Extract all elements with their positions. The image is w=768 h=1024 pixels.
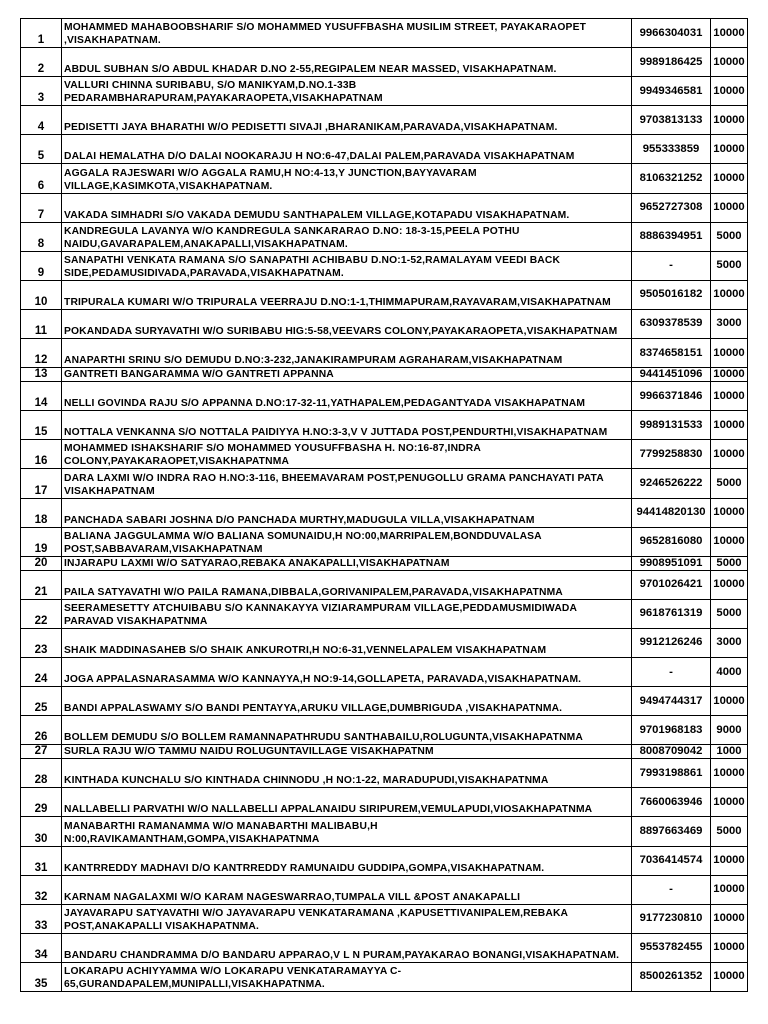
row-number: 18 — [21, 498, 62, 527]
row-amount: 5000 — [711, 817, 748, 846]
row-number: 19 — [21, 527, 62, 556]
row-name-address: BANDI APPALASWAMY S/O BANDI PENTAYYA,ARUKU VILLAGE,DUMBRIGUDA ,VISAKHAPATNMA. — [62, 687, 632, 716]
row-phone: 6309378539 — [632, 309, 711, 338]
row-amount: 10000 — [711, 280, 748, 309]
row-phone: 7799258830 — [632, 440, 711, 469]
table-body — [21, 19, 748, 992]
row-phone: 8500261352 — [632, 962, 711, 991]
row-amount: 10000 — [711, 411, 748, 440]
row-phone: 8897663469 — [632, 817, 711, 846]
row-phone: 7660063946 — [632, 788, 711, 817]
row-number: 14 — [21, 382, 62, 411]
row-number: 13 — [21, 368, 62, 382]
row-number: 23 — [21, 628, 62, 657]
row-phone: 9652816080 — [632, 527, 711, 556]
row-amount: 10000 — [711, 106, 748, 135]
row-phone: 9703813133 — [632, 106, 711, 135]
row-phone: 9618761319 — [632, 599, 711, 628]
row-phone: 9505016182 — [632, 280, 711, 309]
table-row — [21, 280, 748, 309]
table-row — [21, 469, 748, 498]
table-row — [21, 193, 748, 222]
table-row — [21, 570, 748, 599]
row-number: 21 — [21, 570, 62, 599]
row-number: 11 — [21, 309, 62, 338]
row-name-address: DARA LAXMI W/O INDRA RAO H.NO:3-116, BHEEMAVARAM POST,PENUGOLLU GRAMA PANCHAYATI PATA VISAKHAPATNAM — [62, 469, 632, 498]
beneficiary-table — [20, 18, 748, 992]
row-phone: 9246526222 — [632, 469, 711, 498]
row-name-address: VAKADA SIMHADRI S/O VAKADA DEMUDU SANTHAPALEM VILLAGE,KOTAPADU VISAKHAPATNAM. — [62, 193, 632, 222]
row-number: 30 — [21, 817, 62, 846]
row-phone: 7993198861 — [632, 759, 711, 788]
row-number: 4 — [21, 106, 62, 135]
row-number: 32 — [21, 875, 62, 904]
row-amount: 3000 — [711, 628, 748, 657]
table-row — [21, 135, 748, 164]
row-phone: 9989186425 — [632, 48, 711, 77]
row-amount: 10000 — [711, 962, 748, 991]
table-row — [21, 745, 748, 759]
row-amount: 10000 — [711, 933, 748, 962]
row-name-address: SEERAMESETTY ATCHUIBABU S/O KANNAKAYYA VIZIARAMPURAM VILLAGE,PEDDAMUSMIDIWADA PARAVAD VISAKHAPATNMA — [62, 599, 632, 628]
row-name-address: BALIANA JAGGULAMMA W/O BALIANA SOMUNAIDU,H NO:00,MARRIPALEM,BONDDUVALASA POST,SABBAVARAM,VISAKHAPATNAM — [62, 527, 632, 556]
row-amount: 10000 — [711, 687, 748, 716]
row-name-address: KANDREGULA LAVANYA W/O KANDREGULA SANKARARAO D.NO: 18-3-15,PEELA POTHU NAIDU,GAVARAPALEM,ANAKAPALLI,VISAKHAPATNAM. — [62, 222, 632, 251]
row-amount: 10000 — [711, 368, 748, 382]
table-row — [21, 309, 748, 338]
row-amount: 10000 — [711, 846, 748, 875]
row-phone: 8106321252 — [632, 164, 711, 193]
row-number: 17 — [21, 469, 62, 498]
table-row — [21, 368, 748, 382]
row-amount: 10000 — [711, 77, 748, 106]
row-name-address: TRIPURALA KUMARI W/O TRIPURALA VEERRAJU D.NO:1-1,THIMMAPURAM,RAYAVARAM,VISAKHAPATNAM — [62, 280, 632, 309]
row-name-address: JAYAVARAPU SATYAVATHI W/O JAYAVARAPU VENKATARAMANA ,KAPUSETTIVANIPALEM,REBAKA POST,ANAKAPALLI VISAKHAPATNMA. — [62, 904, 632, 933]
table-row — [21, 788, 748, 817]
row-name-address: VALLURI CHINNA SURIBABU, S/O MANIKYAM,D.NO.1-33B PEDARAMBHARAPURAM,PAYAKARAOPETA,VISAKHAPATNAM — [62, 77, 632, 106]
row-amount: 5000 — [711, 599, 748, 628]
table-row — [21, 48, 748, 77]
table-row — [21, 106, 748, 135]
row-number: 6 — [21, 164, 62, 193]
row-name-address: JOGA APPALASNARASAMMA W/O KANNAYYA,H NO:9-14,GOLLAPETA, PARAVADA,VISAKHAPATNAM. — [62, 657, 632, 686]
row-name-address: BOLLEM DEMUDU S/O BOLLEM RAMANNAPATHRUDU SANTHABAILU,ROLUGUNTA,VISAKHAPATNMA — [62, 716, 632, 745]
row-name-address: PAILA SATYAVATHI W/O PAILA RAMANA,DIBBALA,GORIVANIPALEM,PARAVADA,VISAKHAPATNMA — [62, 570, 632, 599]
row-phone: 9553782455 — [632, 933, 711, 962]
row-phone: - — [632, 875, 711, 904]
row-amount: 10000 — [711, 193, 748, 222]
row-name-address: KANTRREDDY MADHAVI D/O KANTRREDDY RAMUNAIDU GUDDIPA,GOMPA,VISAKHAPATNAM. — [62, 846, 632, 875]
row-amount: 4000 — [711, 657, 748, 686]
row-amount: 9000 — [711, 716, 748, 745]
row-name-address: KINTHADA KUNCHALU S/O KINTHADA CHINNODU ,H NO:1-22, MARADUPUDI,VISAKHAPATNMA — [62, 759, 632, 788]
row-name-address: GANTRETI BANGARAMMA W/O GANTRETI APPANNA — [62, 368, 632, 382]
row-phone: 94414820130 — [632, 498, 711, 527]
table-row — [21, 875, 748, 904]
table-row — [21, 382, 748, 411]
row-name-address: PANCHADA SABARI JOSHNA D/O PANCHADA MURTHY,MADUGULA VILLA,VISAKHAPATNAM — [62, 498, 632, 527]
row-number: 35 — [21, 962, 62, 991]
table-row — [21, 556, 748, 570]
row-number: 15 — [21, 411, 62, 440]
row-amount: 10000 — [711, 19, 748, 48]
table-row — [21, 251, 748, 280]
row-name-address: NOTTALA VENKANNA S/O NOTTALA PAIDIYYA H.NO:3-3,V V JUTTADA POST,PENDURTHI,VISAKHAPATNAM — [62, 411, 632, 440]
row-name-address: SHAIK MADDINASAHEB S/O SHAIK ANKUROTRI,H NO:6-31,VENNELAPALEM VISAKHAPATNAM — [62, 628, 632, 657]
table-row — [21, 716, 748, 745]
row-name-address: LOKARAPU ACHIYYAMMA W/O LOKARAPU VENKATARAMAYYA C-65,GURANDAPALEM,MUNIPALLI,VISAKHAPATNMA. — [62, 962, 632, 991]
row-amount: 10000 — [711, 875, 748, 904]
row-name-address: DALAI HEMALATHA D/O DALAI NOOKARAJU H NO:6-47,DALAI PALEM,PARAVADA VISAKHAPATNAM — [62, 135, 632, 164]
table-row — [21, 962, 748, 991]
row-name-address: NALLABELLI PARVATHI W/O NALLABELLI APPALANAIDU SIRIPUREM,VEMULAPUDI,VIOSAKHAPATNMA — [62, 788, 632, 817]
row-amount: 5000 — [711, 251, 748, 280]
row-number: 27 — [21, 745, 62, 759]
row-number: 9 — [21, 251, 62, 280]
table-row — [21, 817, 748, 846]
row-name-address: ABDUL SUBHAN S/O ABDUL KHADAR D.NO 2-55,REGIPALEM NEAR MASSED, VISAKHAPATNAM. — [62, 48, 632, 77]
row-amount: 10000 — [711, 904, 748, 933]
row-number: 29 — [21, 788, 62, 817]
row-amount: 10000 — [711, 527, 748, 556]
row-number: 3 — [21, 77, 62, 106]
row-phone: 8008709042 — [632, 745, 711, 759]
table-row — [21, 164, 748, 193]
row-number: 26 — [21, 716, 62, 745]
table-row — [21, 498, 748, 527]
row-phone: - — [632, 251, 711, 280]
row-amount: 5000 — [711, 222, 748, 251]
row-amount: 10000 — [711, 440, 748, 469]
row-name-address: MOHAMMED MAHABOOBSHARIF S/O MOHAMMED YUSUFFBASHA MUSILIM STREET, PAYAKARAOPET ,VISAKHAPATNAM. — [62, 19, 632, 48]
row-number: 33 — [21, 904, 62, 933]
table-row — [21, 440, 748, 469]
row-amount: 3000 — [711, 309, 748, 338]
row-name-address: ANAPARTHI SRINU S/O DEMUDU D.NO:3-232,JANAKIRAMPURAM AGRAHARAM,VISAKHAPATNAM — [62, 339, 632, 368]
row-name-address: PEDISETTI JAYA BHARATHI W/O PEDISETTI SIVAJI ,BHARANIKAM,PARAVADA,VISAKHAPATNAM. — [62, 106, 632, 135]
row-amount: 5000 — [711, 556, 748, 570]
row-phone: 9652727308 — [632, 193, 711, 222]
row-number: 2 — [21, 48, 62, 77]
row-number: 34 — [21, 933, 62, 962]
row-name-address: AGGALA RAJESWARI W/O AGGALA RAMU,H NO:4-13,Y JUNCTION,BAYYAVARAM VILLAGE,KASIMKOTA,VISAKHAPATNAM. — [62, 164, 632, 193]
row-phone: 8886394951 — [632, 222, 711, 251]
row-number: 22 — [21, 599, 62, 628]
table-row — [21, 904, 748, 933]
row-phone: 7036414574 — [632, 846, 711, 875]
row-amount: 10000 — [711, 339, 748, 368]
row-phone: 9494744317 — [632, 687, 711, 716]
row-number: 5 — [21, 135, 62, 164]
table-row — [21, 759, 748, 788]
row-name-address: INJARAPU LAXMI W/O SATYARAO,REBAKA ANAKAPALLI,VISAKHAPATNAM — [62, 556, 632, 570]
row-phone: 9441451096 — [632, 368, 711, 382]
row-number: 16 — [21, 440, 62, 469]
row-number: 10 — [21, 280, 62, 309]
table-row — [21, 77, 748, 106]
row-phone: 9949346581 — [632, 77, 711, 106]
table-row — [21, 628, 748, 657]
row-phone: 9966304031 — [632, 19, 711, 48]
row-amount: 10000 — [711, 759, 748, 788]
row-number: 28 — [21, 759, 62, 788]
table-row — [21, 933, 748, 962]
table-row — [21, 339, 748, 368]
row-number: 8 — [21, 222, 62, 251]
table-row — [21, 687, 748, 716]
row-phone: 9912126246 — [632, 628, 711, 657]
row-phone: 9701968183 — [632, 716, 711, 745]
row-phone: 955333859 — [632, 135, 711, 164]
row-name-address: BANDARU CHANDRAMMA D/O BANDARU APPARAO,V L N PURAM,PAYAKARAO BONANGI,VISAKHAPATNAM. — [62, 933, 632, 962]
row-name-address: NELLI GOVINDA RAJU S/O APPANNA D.NO:17-32-11,YATHAPALEM,PEDAGANTYADA VISAKHAPATNAM — [62, 382, 632, 411]
row-name-address: SANAPATHI VENKATA RAMANA S/O SANAPATHI ACHIBABU D.NO:1-52,RAMALAYAM VEEDI BACK SIDE,PEDAMUSIDIVADA,PARAVADA,VISAKHAPATNAM. — [62, 251, 632, 280]
row-number: 1 — [21, 19, 62, 48]
row-number: 31 — [21, 846, 62, 875]
row-amount: 10000 — [711, 164, 748, 193]
row-phone: 9701026421 — [632, 570, 711, 599]
row-name-address: POKANDADA SURYAVATHI W/O SURIBABU HIG:5-58,VEEVARS COLONY,PAYAKARAOPETA,VISAKHAPATNAM — [62, 309, 632, 338]
row-phone: 9966371846 — [632, 382, 711, 411]
row-phone: 8374658151 — [632, 339, 711, 368]
row-amount: 1000 — [711, 745, 748, 759]
table-row — [21, 411, 748, 440]
table-row — [21, 222, 748, 251]
table-row — [21, 19, 748, 48]
row-amount: 10000 — [711, 570, 748, 599]
row-phone: 9177230810 — [632, 904, 711, 933]
table-row — [21, 599, 748, 628]
row-name-address: SURLA RAJU W/O TAMMU NAIDU ROLUGUNTAVILLAGE VISAKHAPATNM — [62, 745, 632, 759]
row-amount: 10000 — [711, 135, 748, 164]
row-name-address: KARNAM NAGALAXMI W/O KARAM NAGESWARRAO,TUMPALA VILL &POST ANAKAPALLI — [62, 875, 632, 904]
row-number: 7 — [21, 193, 62, 222]
row-number: 12 — [21, 339, 62, 368]
row-amount: 10000 — [711, 382, 748, 411]
row-number: 24 — [21, 657, 62, 686]
row-phone: 9908951091 — [632, 556, 711, 570]
row-phone: - — [632, 657, 711, 686]
row-phone: 9989131533 — [632, 411, 711, 440]
row-number: 25 — [21, 687, 62, 716]
row-number: 20 — [21, 556, 62, 570]
table-row — [21, 846, 748, 875]
table-row — [21, 527, 748, 556]
row-amount: 10000 — [711, 48, 748, 77]
row-name-address: MOHAMMED ISHAKSHARIF S/O MOHAMMED YOUSUFFBASHA H. NO:16-87,INDRA COLONY,PAYAKARAOPET,VISAKHAPATNMA — [62, 440, 632, 469]
row-name-address: MANABARTHI RAMANAMMA W/O MANABARTHI MALIBABU,H N:00,RAVIKAMANTHAM,GOMPA,VISAKHAPATNMA — [62, 817, 632, 846]
table-row — [21, 657, 748, 686]
row-amount: 10000 — [711, 498, 748, 527]
row-amount: 5000 — [711, 469, 748, 498]
row-amount: 10000 — [711, 788, 748, 817]
